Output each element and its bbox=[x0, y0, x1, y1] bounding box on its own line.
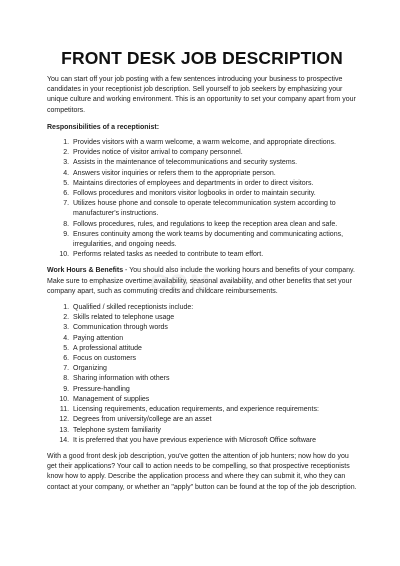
list-item: 11. Licensing requirements, education requirements, and experience requirements: bbox=[71, 405, 357, 415]
list-item: 7. Utilizes house phone and console to operate telecommunication system according to manufacturer's instructions. bbox=[71, 199, 357, 219]
list-item: 4. Answers visitor inquiries or refers them to the appropriate person. bbox=[71, 169, 357, 179]
list-item: 8. Sharing information with others bbox=[71, 374, 357, 384]
list-item: 1. Provides visitors with a warm welcome, a warm welcome, and appropriate directions. bbox=[71, 138, 357, 148]
document-page bbox=[47, 48, 357, 493]
hours-paragraph bbox=[47, 266, 357, 297]
list-item: 3. Communication through words bbox=[71, 323, 357, 333]
list-item: 10. Performs related tasks as needed to contribute to team effort. bbox=[71, 250, 357, 260]
list-item: 12. Degrees from university/college are an asset bbox=[71, 415, 357, 425]
list-item: 6. Focus on customers bbox=[71, 354, 357, 364]
list-item: 4. Paying attention bbox=[71, 334, 357, 344]
responsibilities-list bbox=[47, 138, 357, 260]
list-item: 14. It is preferred that you have previous experience with Microsoft Office software bbox=[71, 436, 357, 446]
list-item: 10. Management of supplies bbox=[71, 395, 357, 405]
list-item: 2. Skills related to telephone usage bbox=[71, 313, 357, 323]
list-item: 2. Provides notice of visitor arrival to company personnel. bbox=[71, 148, 357, 158]
list-item: 13. Telephone system familiarity bbox=[71, 426, 357, 436]
list-item: 8. Follows procedures, rules, and regulations to keep the reception area clean and safe. bbox=[71, 220, 357, 230]
list-item: 1. Qualified / skilled receptionists include: bbox=[71, 303, 357, 313]
list-item: 5. Maintains directories of employees and departments in order to direct visitors. bbox=[71, 179, 357, 189]
document-title: FRONT DESK JOB DESCRIPTION bbox=[61, 48, 343, 68]
list-item: 5. A professional attitude bbox=[71, 344, 357, 354]
list-item: 6. Follows procedures and monitors visitor logbooks in order to maintain security. bbox=[71, 189, 357, 199]
responsibilities-heading: Responsibilities of a receptionist: bbox=[47, 123, 160, 131]
watermark: COM bbox=[150, 270, 212, 297]
hours-label: Work Hours & Benefits bbox=[47, 267, 124, 275]
list-item: 3. Assists in the maintenance of telecommunications and security systems. bbox=[71, 158, 357, 168]
list-item: 9. Ensures continuity among the work teams by documenting and communicating actions, irregularities, and ongoing needs. bbox=[71, 230, 357, 250]
list-item: 9. Pressure-handling bbox=[71, 385, 357, 395]
qualifications-list bbox=[47, 303, 357, 446]
list-item: 7. Organizing bbox=[71, 364, 357, 374]
hours-text: - You should also include the working hours and benefits of your company. Make sure to emphasize overtime availability, seasonal availability, and other benefits that set your company apart, such as commuting credits and childcare reimbursements. bbox=[47, 267, 355, 295]
intro-paragraph: You can start off your job posting with a few sentences introducing your business to prospective candidates in your receptionist job description. Sell yourself to job seekers by emphasizing your unique culture and working environment. This is an opportunity to set your company apart from your competitors. bbox=[47, 76, 356, 114]
closing-paragraph: With a good front desk job description, you've gotten the attention of job hunters; now how do you get their applications? Your call to action needs to be compelling, so that prospective receptionists know how to apply. Describe the application process and where they can submit it, who they can contact at your company, or whether an "apply" button can be found at the top of the job description. bbox=[47, 452, 357, 491]
